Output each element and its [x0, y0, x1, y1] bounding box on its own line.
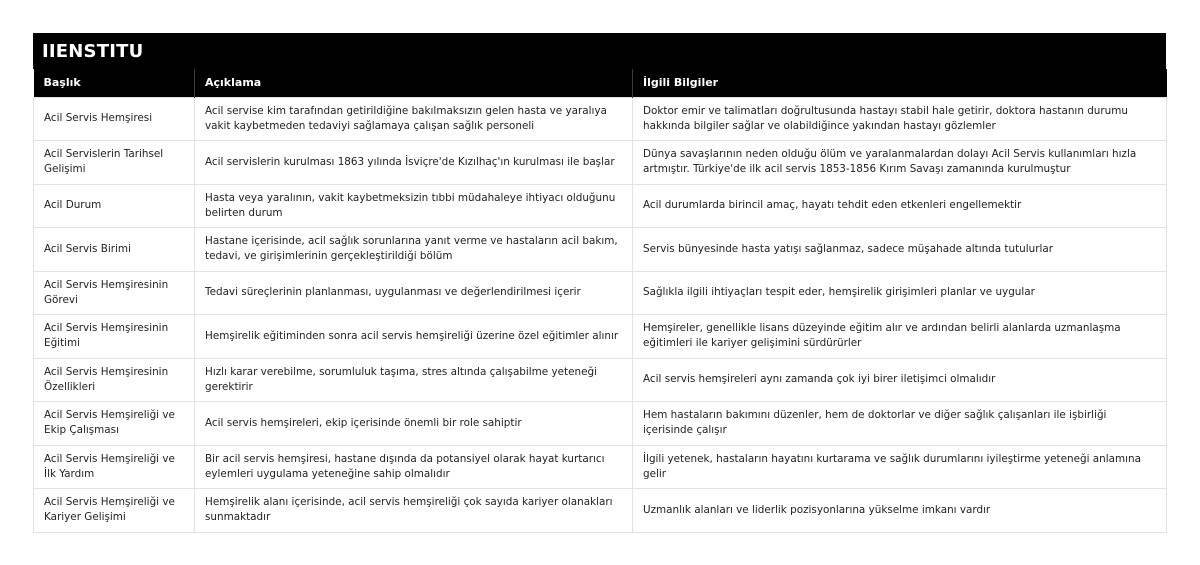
table-row: [34, 445, 1167, 489]
cell-aciklama: Hastane içerisinde, acil sağlık sorunlarına yanıt verme ve hastaların acil bakım, tedavi, ve girişimlerinin gerçekleştirildiği bölüm: [195, 228, 633, 272]
cell-ilgili: Uzmanlık alanları ve liderlik pozisyonlarına yükselme imkanı vardır: [633, 489, 1167, 533]
table-row: [34, 358, 1167, 402]
cell-ilgili: Acil durumlarda birincil amaç, hayatı tehdit eden etkenleri engellemektir: [633, 184, 1167, 228]
table-row: [34, 228, 1167, 272]
cell-ilgili: Sağlıkla ilgili ihtiyaçları tespit eder, hemşirelik girişimleri planlar ve uygular: [633, 271, 1167, 315]
cell-baslik: Acil Servis Hemşiresinin Görevi: [34, 271, 195, 315]
cell-aciklama: Hemşirelik alanı içerisinde, acil servis hemşireliği çok sayıda kariyer olanakları sunmaktadır: [195, 489, 633, 533]
table-row: [34, 141, 1167, 185]
cell-ilgili: Hem hastaların bakımını düzenler, hem de doktorlar ve diğer sağlık çalışanları ile işbirliği içerisinde çalışır: [633, 402, 1167, 446]
table-row: [34, 489, 1167, 533]
header-ilgili-bilgiler: İlgili Bilgiler: [633, 69, 1167, 97]
cell-baslik: Acil Servis Hemşiresinin Eğitimi: [34, 315, 195, 359]
table-row: [34, 271, 1167, 315]
cell-aciklama: Hasta veya yaralının, vakit kaybetmeksizin tıbbi müdahaleye ihtiyacı olduğunu belirten durum: [195, 184, 633, 228]
cell-aciklama: Acil servis hemşireleri, ekip içerisinde önemli bir role sahiptir: [195, 402, 633, 446]
info-table: [33, 69, 1167, 533]
header-baslik: Başlık: [34, 69, 195, 97]
cell-baslik: Acil Servislerin Tarihsel Gelişimi: [34, 141, 195, 185]
cell-aciklama: Hemşirelik eğitiminden sonra acil servis hemşireliği üzerine özel eğitimler alınır: [195, 315, 633, 359]
table-row: [34, 315, 1167, 359]
table-row: [34, 402, 1167, 446]
cell-ilgili: Servis bünyesinde hasta yatışı sağlanmaz, sadece müşahade altında tutulurlar: [633, 228, 1167, 272]
table-row: [34, 184, 1167, 228]
cell-aciklama: Bir acil servis hemşiresi, hastane dışında da potansiyel olarak hayat kurtarıcı eylemleri uygulama yeteneğine sahip olmalıdır: [195, 445, 633, 489]
cell-ilgili: Hemşireler, genellikle lisans düzeyinde eğitim alır ve ardından belirli alanlarda uzmanlaşma eğitimleri ile kariyer gelişimini sürdürürler: [633, 315, 1167, 359]
cell-aciklama: Hızlı karar verebilme, sorumluluk taşıma, stres altında çalışabilme yeteneği gerektirir: [195, 358, 633, 402]
cell-aciklama: Acil servise kim tarafından getirildiğine bakılmaksızın gelen hasta ve yaralıya vakit kaybetmeden tedaviyi sağlamaya çalışan sağlık personeli: [195, 97, 633, 141]
cell-aciklama: Acil servislerin kurulması 1863 yılında İsviçre'de Kızılhaç'ın kurulması ile başlar: [195, 141, 633, 185]
cell-ilgili: Acil servis hemşireleri aynı zamanda çok iyi birer iletişimci olmalıdır: [633, 358, 1167, 402]
cell-baslik: Acil Servis Hemşireliği ve Kariyer Gelişimi: [34, 489, 195, 533]
table-row: [34, 97, 1167, 141]
content-card: [33, 33, 1166, 533]
cell-baslik: Acil Servis Hemşireliği ve Ekip Çalışması: [34, 402, 195, 446]
cell-aciklama: Tedavi süreçlerinin planlanması, uygulanması ve değerlendirilmesi içerir: [195, 271, 633, 315]
cell-ilgili: İlgili yetenek, hastaların hayatını kurtarama ve sağlık durumlarını iyileştirme yeteneği anlamına gelir: [633, 445, 1167, 489]
brand-logo: IIENSTITU: [33, 33, 1166, 69]
cell-baslik: Acil Servis Hemşireliği ve İlk Yardım: [34, 445, 195, 489]
cell-baslik: Acil Servis Hemşiresinin Özellikleri: [34, 358, 195, 402]
table-header-row: [34, 69, 1167, 97]
header-aciklama: Açıklama: [195, 69, 633, 97]
cell-baslik: Acil Durum: [34, 184, 195, 228]
cell-baslik: Acil Servis Hemşiresi: [34, 97, 195, 141]
cell-ilgili: Dünya savaşlarının neden olduğu ölüm ve yaralanmalardan dolayı Acil Servis kullanımları hızla artmıştır. Türkiye'de ilk acil servis 1853-1856 Kırım Savaşı zamanında kurulmuştur: [633, 141, 1167, 185]
cell-baslik: Acil Servis Birimi: [34, 228, 195, 272]
cell-ilgili: Doktor emir ve talimatları doğrultusunda hastayı stabil hale getirir, doktora hastanın durumu hakkında bilgiler sağlar ve olabildiğince yakından hastayı gözlemler: [633, 97, 1167, 141]
